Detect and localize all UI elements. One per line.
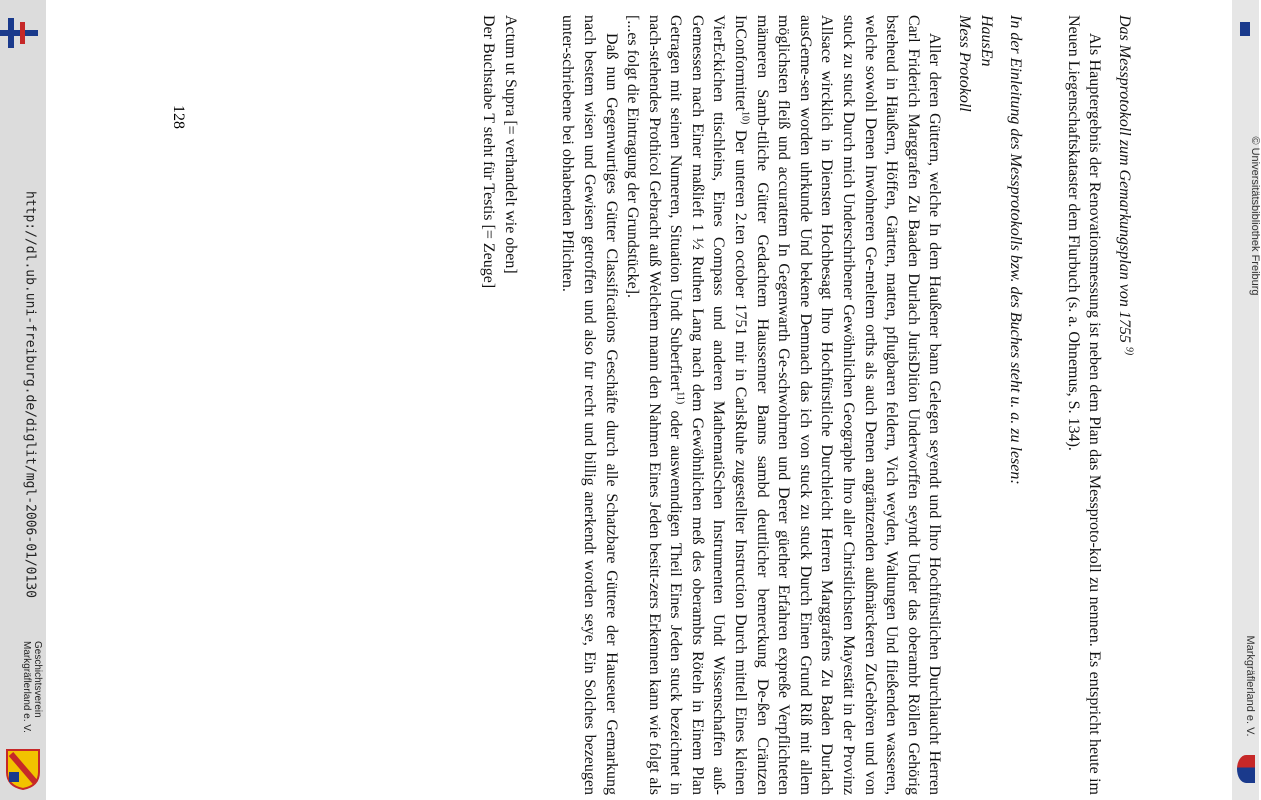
subheading: In der Einleitung des Messprotokolls bzw. des Buches steht u. a. zu lesen: xyxy=(1007,15,1025,485)
society-line-1: Geschichtsverein xyxy=(32,641,43,718)
library-logo-small-icon xyxy=(1240,22,1250,36)
right-society-text: Markgräflerland e. V. xyxy=(1244,635,1256,737)
body-paragraph-1: Aller deren Güttern, welche In dem Haußener bann Gelegen seyendt und Ihro Hochfürstlichen Durchlaucht Herren Carl Friderich Marggrafen Zu Baaden Durlach JurisDition Underworffen seyndt Under das oberambt Röllen Gehörig bsteheud in Häußern, Höffen, Gärtten, matten, pflugbaren feldern, Vich weyden, Waltungen Und fließenden wasseren, welche sowohl Denen Inwohneren Ge-meltem orths als auch Denen angräntzenden außmärckeren ZuGehören und von stuck zu stuck Durch mich Underschribener Gewöhnlichen Geographe Ihro aller Christlichsten Mayestätt in der Provinz Allsace wircklich in Diensten Hochbesagt Ihro Hochfürstliche Durchleicht Herren Marggrafens Zu Baden Durlach ausGeme-sen worden uhrkunde Und bekene Demnach das ich von stuck zu stuck Durch Einen Grund Riß mit allem möglichsten fleiß und accurattem In Gegenwarth Ge-schwohrnen und Derer güether Erfahren expreße Verpflichteten männeren Samb-ttliche Gütter Gedachtem Haussenner Banns sambd deuttlicher bemerckung De-ßen Cräntzen InConformittet$^{10)}$ Der unteren 2.ten october 1751 mir in CarlsRuhe zugestellter Instruction Durch mittell Eines kleinen VierEckichen ttischleins, Eines Compass und anderen MathematiSchen Instrumenten Undt Wissenschaffen auß-Gemessen nach Einer maßlieft 1 ½ Ruthen Lang nach dem Gewöhnlichen meß des oberambts Röteln in Einem Plan Getragen mit seinen Numeren, Situation Undt Suberfiert$^{11)}$ oder auswenndigen Theil Eines Jeden stuck bezeichnet in nach-stehendes Prothicol Gebracht auß Welchem mann den Nahmen Eines Jeden besitt-zers Erkennen kann wie folgt als [...es folgt die Eintragung der Grundstücke]. xyxy=(624,15,944,795)
body-paragraph-2: Daß nun Gegenwurtiges Gütter Classifications Geschäfte durch alle Schatzbare Güttere der Hauseuer Gemarkung nach bestem wisen und Gewisen getroffen und also fur recht und billig anerkendt worden seye, Ein Solches bezeugen unter-schriebene bei obhabenden Pflichten. xyxy=(559,15,620,795)
document-page xyxy=(375,15,1135,795)
society-crest-icon xyxy=(5,748,41,790)
intro-paragraph: Als Hauptergebnis der Renovationsmessung ist neben dem Plan das Messproto-koll zu nennen. Es entspricht heute im Neuen Liegenschaftskataster dem Flurbuch (s. a. Ohnemus, S. 134). xyxy=(1064,15,1104,795)
page-title: Das Messprotokoll zum Gemarkungsplan von 1755 $^{9)}$ xyxy=(1116,15,1135,356)
heading-hausen: HausEn xyxy=(977,15,995,67)
testis-line: Der Buchstabe T steht für Testis [= Zeuge] xyxy=(480,15,498,289)
library-logo-icon xyxy=(0,18,40,50)
page-number: 128 xyxy=(170,105,187,129)
actum-line: Actum ut Supra [= verhandelt wie oben] xyxy=(501,15,519,274)
society-crest-small-icon xyxy=(1237,755,1255,783)
source-url[interactable]: http://dl.ub.uni-freiburg.de/diglit/mgl-2006-01/0130 xyxy=(22,191,38,598)
heading-mess-protokoll: Mess Protokoll xyxy=(956,15,974,112)
society-name xyxy=(21,641,43,761)
society-line-2: Markgräflerland e. V. xyxy=(21,641,32,733)
right-copyright-text: © Universitätsbibliothek Freiburg xyxy=(1249,136,1261,296)
